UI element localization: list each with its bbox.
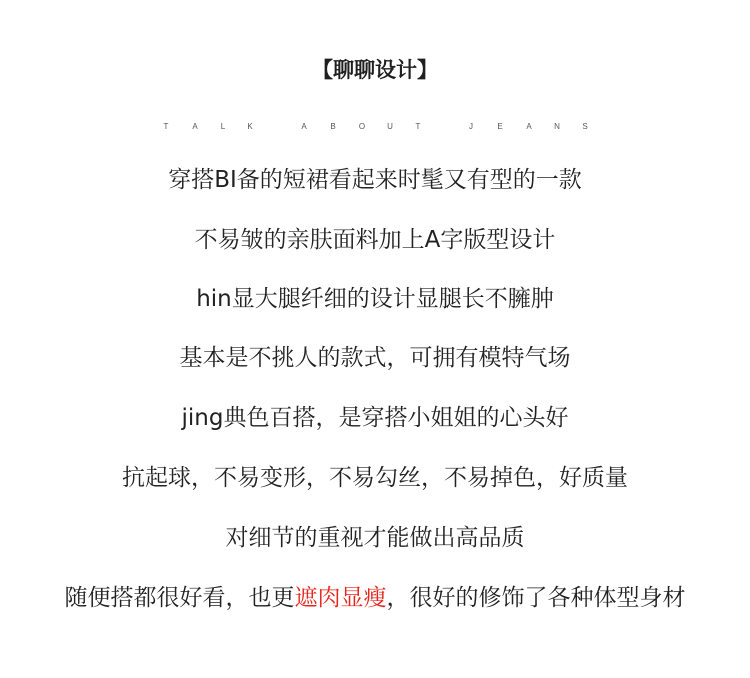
last-line-text-after: ，很好的修饰了各种体型身材 (386, 585, 686, 611)
subtitle-letter: A (192, 122, 198, 131)
subtitle-letter: K (247, 122, 253, 131)
description-line: 穿搭BI备的短裙看起来时髦又有型的一款 (168, 167, 582, 193)
section-title: 【聊聊设计】 (312, 58, 438, 82)
subtitle-letter: T (415, 122, 421, 131)
subtitle-letter: E (497, 122, 503, 131)
description-line-last (0, 582, 750, 614)
description-line: jing典色百搭，是穿搭小姐姐的心头好 (181, 405, 569, 431)
subtitle-letter: S (582, 122, 588, 131)
section-subtitle (0, 120, 750, 134)
subtitle-letter: L (220, 122, 226, 131)
description-line: 对细节的重视才能做出高品质 (225, 525, 525, 551)
description-line: 抗起球，不易变形，不易勾丝，不易掉色，好质量 (122, 465, 628, 491)
description-line: hin显大腿纤细的设计显腿长不臃肿 (196, 286, 554, 312)
description-line: 不易皱的亲肤面料加上A字版型设计 (194, 227, 556, 253)
description-line: 基本是不挑人的款式，可拥有模特气场 (179, 345, 571, 371)
subtitle-letter: O (358, 122, 366, 131)
subtitle-letter: A (526, 122, 532, 131)
subtitle-letter: N (554, 122, 560, 131)
subtitle-letter: A (301, 122, 307, 131)
subtitle-letter: B (330, 122, 336, 131)
subtitle-letter: J (469, 122, 473, 131)
subtitle-letter: U (387, 122, 393, 131)
last-line-text-before: 随便搭都很好看，也更 (64, 585, 295, 611)
highlight-text: 遮肉显瘦 (294, 585, 387, 611)
subtitle-letter: T (163, 122, 169, 131)
